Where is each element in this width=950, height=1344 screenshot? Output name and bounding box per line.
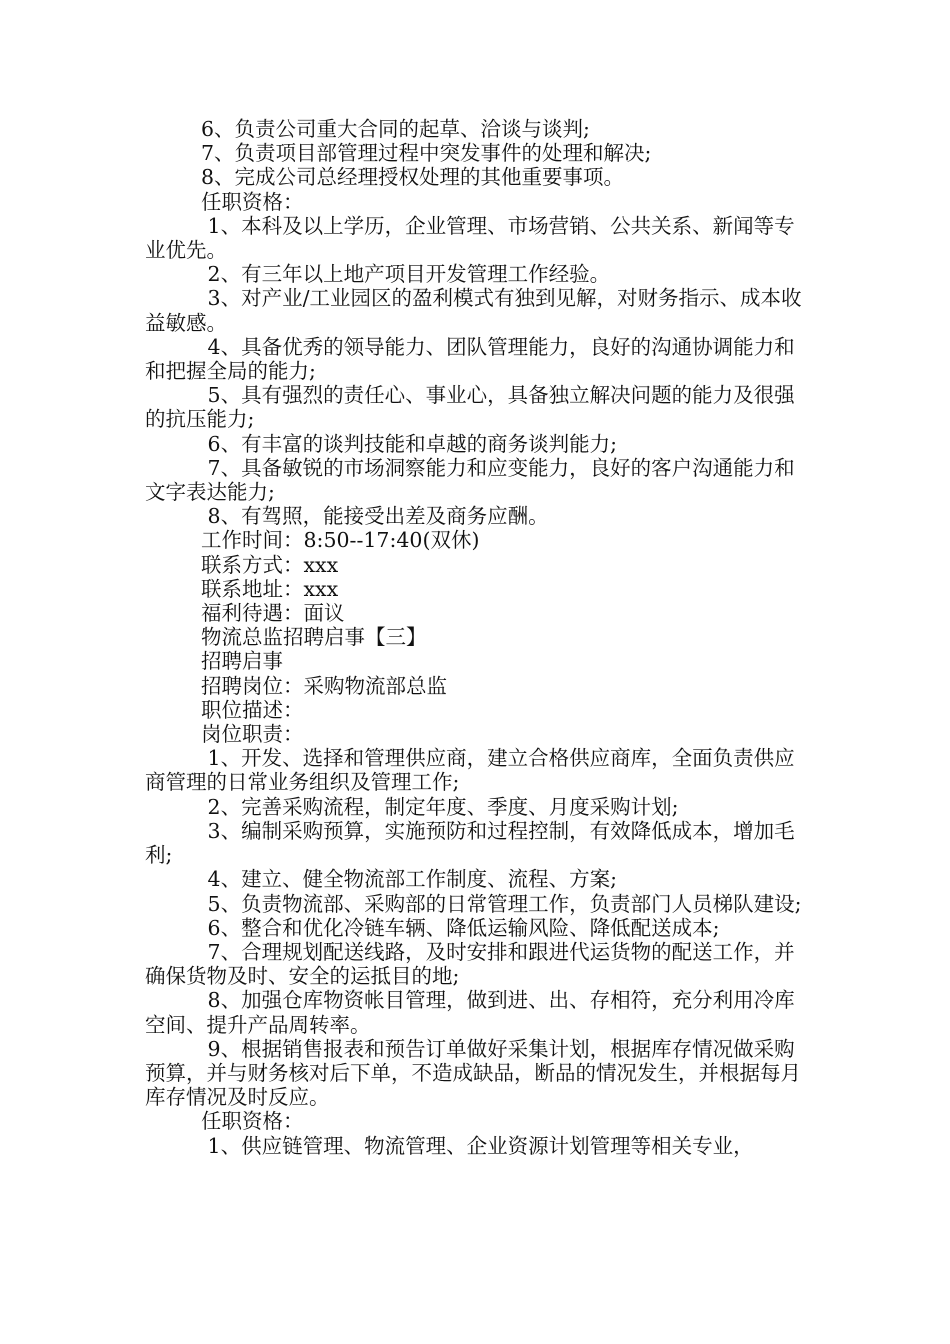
paragraph: 职位描述：	[201, 697, 304, 722]
paragraph: 6、有丰富的谈判技能和卓越的商务谈判能力;	[201, 431, 617, 456]
paragraph: 招聘岗位：采购物流部总监	[201, 673, 447, 698]
paragraph: 5、负责物流部、采购部的日常管理工作，负责部门人员梯队建设;	[201, 891, 802, 916]
paragraph: 7、负责项目部管理过程中突发事件的处理和解决;	[201, 141, 652, 166]
paragraph: 工作时间：8:50--17:40(双休)	[201, 528, 480, 553]
paragraph: 8、完成公司总经理授权处理的其他重要事项。	[201, 165, 625, 190]
paragraph: 2、完善采购流程，制定年度、季度、月度采购计划;	[201, 794, 679, 819]
paragraph: 联系方式：xxx	[201, 552, 339, 577]
paragraph: 招聘启事	[201, 649, 283, 674]
paragraph: 6、负责公司重大合同的起草、洽谈与谈判;	[201, 117, 590, 141]
paragraph: 7、具备敏锐的市场洞察能力和应变能力，良好的客户沟通能力和文字表达能力;	[145, 455, 795, 505]
paragraph: 8、加强仓库物资帐目管理，做到进、出、存相符，充分利用冷库空间、提升产品周转率。	[145, 988, 795, 1037]
paragraph: 3、编制采购预算，实施预防和过程控制，有效降低成本，增加毛利;	[145, 818, 795, 868]
paragraph: 9、根据销售报表和预告订单做好采集计划，根据库存情况做采购预算，并与财务核对后下单，不造成缺品，断品的情况发生，并根据每月库存情况及时反应。	[145, 1036, 801, 1110]
paragraph: 物流总监招聘启事【三】	[201, 625, 427, 650]
document-body	[145, 117, 815, 1158]
paragraph: 4、具备优秀的领导能力、团队管理能力，良好的沟通协调能力和和把握全局的能力;	[145, 334, 795, 384]
paragraph: 1、开发、选择和管理供应商，建立合格供应商库，全面负责供应商管理的日常业务组织及管理工作;	[145, 746, 795, 795]
paragraph: 3、对产业/工业园区的盈利模式有独到见解，对财务指示、成本收益敏感。	[145, 286, 802, 335]
paragraph: 1、本科及以上学历，企业管理、市场营销、公共关系、新闻等专业优先。	[145, 213, 795, 263]
paragraph: 8、有驾照，能接受出差及商务应酬。	[201, 504, 549, 529]
paragraph: 任职资格：	[201, 1109, 304, 1134]
paragraph: 联系地址：xxx	[201, 576, 339, 601]
paragraph: 2、有三年以上地产项目开发管理工作经验。	[201, 262, 611, 287]
paragraph: 6、整合和优化冷链车辆、降低运输风险、降低配送成本;	[201, 915, 720, 940]
paragraph: 5、具有强烈的责任心、事业心，具备独立解决问题的能力及很强的抗压能力;	[145, 383, 795, 432]
paragraph: 岗位职责：	[201, 722, 304, 747]
paragraph: 1、供应链管理、物流管理、企业资源计划管理等相关专业，	[201, 1133, 754, 1158]
paragraph: 任职资格：	[201, 189, 304, 214]
paragraph: 4、建立、健全物流部工作制度、流程、方案;	[201, 867, 617, 892]
paragraph: 7、合理规划配送线路，及时安排和跟进代运货物的配送工作，并确保货物及时、安全的运抵目的地;	[145, 939, 795, 989]
paragraph: 福利待遇：面议	[201, 601, 345, 626]
